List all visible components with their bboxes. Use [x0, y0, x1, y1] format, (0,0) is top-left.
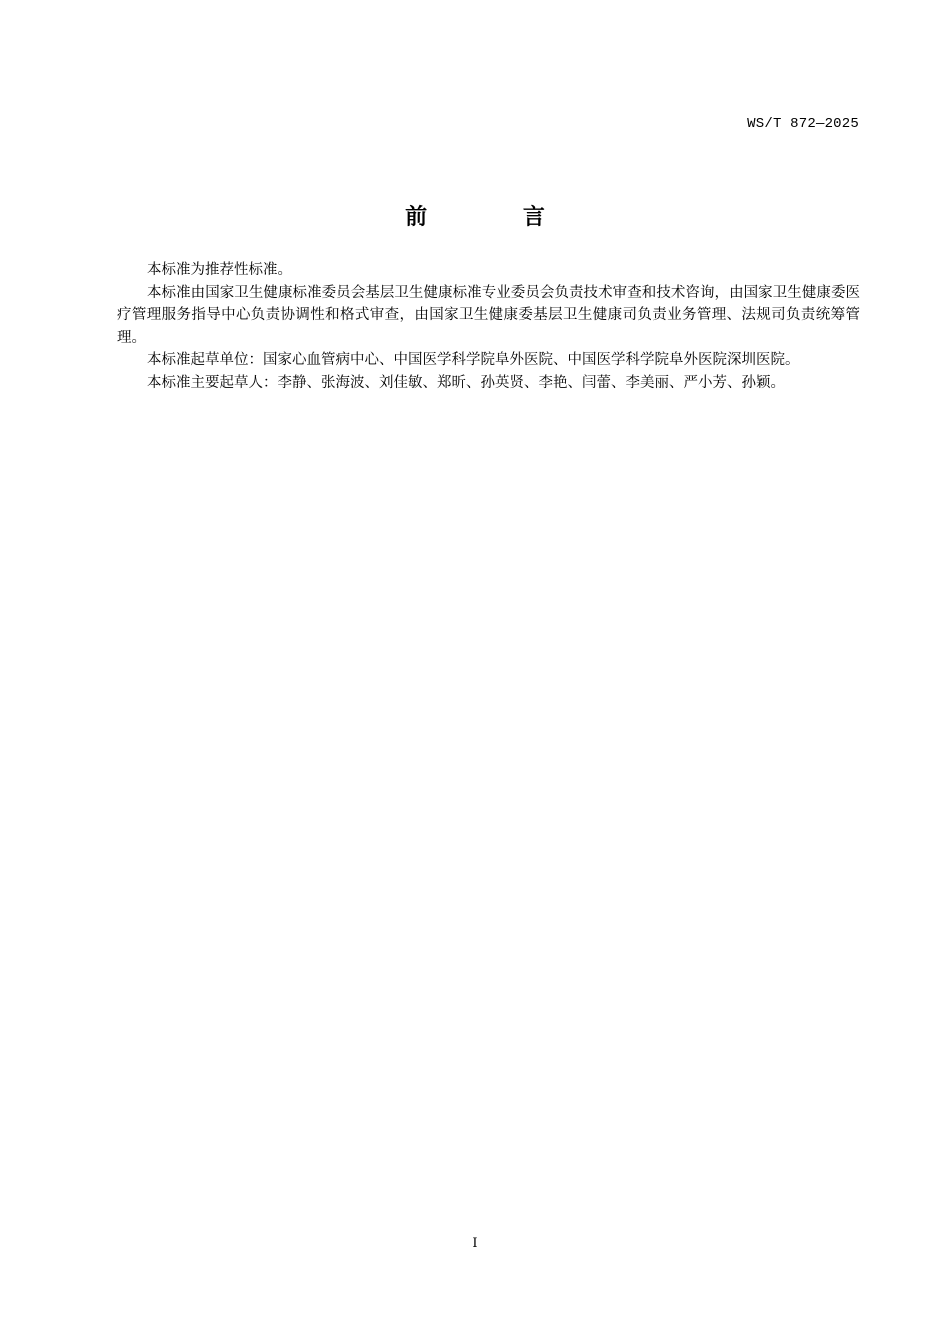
paragraph-recommendation: 本标准为推荐性标准。	[147, 262, 292, 278]
page-title: 前 言	[405, 205, 589, 230]
page-number: I	[472, 1236, 478, 1251]
foreword-body	[117, 259, 860, 394]
paragraph-drafting-units: 本标准起草单位：国家心血管病中心、中国医学科学院阜外医院、中国医学科学院阜外医院深圳医院。	[147, 352, 800, 368]
paragraph-drafters: 本标准主要起草人：李静、张海波、刘佳敏、郑昕、孙英贤、李艳、闫蕾、李美丽、严小芳、孙颖。	[147, 374, 785, 391]
standard-code: WS/T 872—2025	[747, 116, 859, 132]
paragraph-review-responsibility: 本标准由国家卫生健康标准委员会基层卫生健康标准专业委员会负责技术审查和技术咨询，由国家卫生健康委医疗管理服务指导中心负责协调性和格式审查，由国家卫生健康委基层卫生健康司负责业务管理、法规司负责统筹管理。	[117, 284, 860, 346]
